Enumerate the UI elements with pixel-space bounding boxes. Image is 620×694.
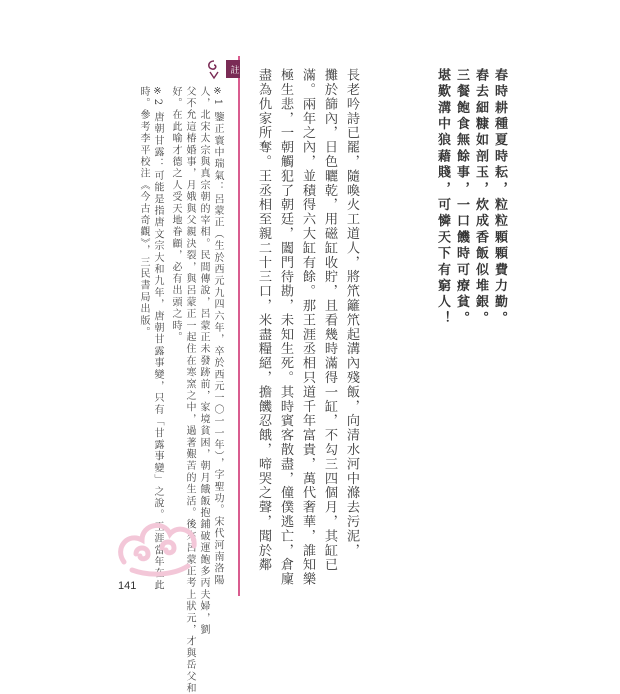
poem-line: 堪歎溝中狼藉賤，可憐天下有窮人！	[435, 68, 450, 328]
notes-label: 註	[226, 60, 240, 78]
body-line: 長老吟詩已罷，隨喚火工道人，將笊籬笊起溝內殘飯，向清水河中滌去污泥，	[344, 68, 359, 558]
poem-line: 春時耕種夏時耘，粒粒顆顆費力勤。	[492, 68, 507, 328]
book-page	[114, 56, 512, 694]
note-line: 好。在此喻才德之人受天地眷顧，必有出頭之時。	[170, 86, 181, 344]
note-line: ※1 鑒正寰中瑞氣：呂蒙正（生於西元九四六年，卒於西元一〇一一年），字聖功。宋代河南洛陽	[212, 86, 223, 587]
note-line: 父不允這椿婚事，月娥與父親決裂，與呂蒙正一起住在寒窯之中，過著艱苦的生活。後來呂蒙正考上狀元，才與岳父和	[184, 86, 195, 694]
note-line: ※2 唐朝甘露：可能是指唐文宗大和九年，唐朝甘露事變，只有「甘露事變」之說。王涯當年在此	[152, 86, 163, 592]
body-line: 攤於篩內，日色曬乾，用磁缸收貯，且看幾時滿得一缸，不勾三四個月，其缸已	[322, 68, 337, 572]
poem-line: 舂去細糠如剖玉，炊成香飯似堆銀。	[473, 68, 488, 328]
note-line: 人，北宋太宗與真宗朝的宰相。民間傳說，呂蒙正未發跡前，家境貧困，朝月餓飯抱鋪破運飽多丙夫婦，劉	[198, 86, 209, 636]
poem-line: 三餐飽食無餘事，一口饑時可療貧。	[454, 68, 469, 328]
swirl-ornament-icon	[204, 58, 224, 80]
note-line: 時。參考李平校注《今古奇觀》，三民書局出版。	[138, 86, 149, 339]
page-number: 141	[118, 580, 137, 592]
body-line: 盡為仇家所奪。王丞相至親二十三口，米盡糧絕，擔饑忍餓，啼哭之聲，聞於鄰	[256, 68, 271, 572]
cloud-ornament-icon	[114, 514, 206, 580]
body-line: 滿。兩年之內，並積得六大缸有餘。那王涯丞相只道千年富貴，萬代奢華，誰知樂	[300, 68, 315, 587]
body-line: 極生悲，一朝觸犯了朝廷，闔門待勘，未知生死。其時賓客散盡，僮僕逃亡，倉廩	[278, 68, 293, 587]
